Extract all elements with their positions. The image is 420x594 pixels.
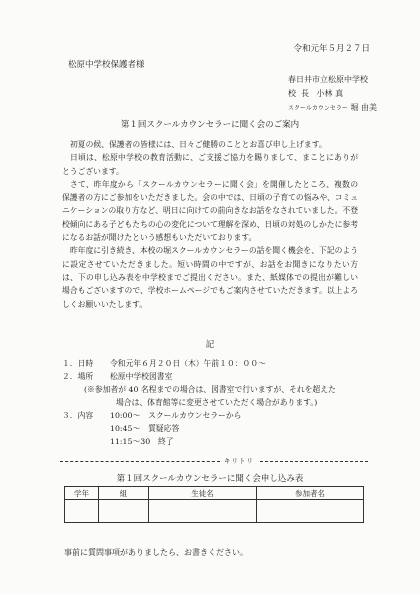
letter-body (62, 138, 358, 311)
paragraph-invitation: 昨年度に引き続き、本校の堀スクールカウンセラーの話を聞く機会を、下記のように設定させていただきました。短い時間の中ですが、お話をお聞きになりたい方は、下の申し込み表を中学校までご提出ください。また、紙媒体での提出が難しい場合もございますので、学校ホームページでもご案内させていただきます。以上よろしくお願いいたします。 (62, 246, 359, 309)
questions-note: 事前に質問事項がありましたら、お書きください。 (64, 548, 248, 557)
detail-label: １．日時 (62, 359, 94, 368)
detail-label: ２．場所 (62, 372, 94, 381)
schedule-item: 11:15～30 終了 (110, 437, 174, 446)
cut-label: キリトリ (224, 457, 254, 465)
recipient: 松原中学校保護者様 (68, 60, 145, 70)
col-participant-header: 参加者名 (257, 487, 364, 500)
cut-dash-left (60, 461, 220, 462)
col-student-header: 生徒名 (149, 487, 257, 500)
form-header-row (65, 487, 364, 500)
detail-place (62, 370, 336, 383)
cut-dash-right (260, 461, 368, 462)
detail-content (62, 409, 336, 422)
principal-name: 小林 真 (316, 89, 344, 98)
application-form-table (64, 486, 364, 523)
col-class-header: 組 (99, 487, 149, 500)
principal-title: 校長 (288, 89, 314, 98)
venue-note-line-1: (※参加者が 40 名程までの場合は、図書室で行いますが、それを超えた (84, 385, 336, 394)
cut-line (60, 455, 368, 467)
detail-label: ３．内容 (62, 411, 94, 420)
detail-value: 令和元年６月２０日（木）午前１０：００～ (110, 359, 266, 368)
counselor-line (288, 101, 377, 116)
ki-heading: 記 (205, 340, 215, 350)
form-title: 第１回スクールカウンセラーに聞く会申し込み表 (116, 474, 304, 484)
sender-school: 春日井市立松原中学校 (288, 75, 368, 84)
principal-line (288, 87, 377, 101)
schedule-item: 10:45～ 質疑応答 (110, 424, 180, 433)
student-name-cell[interactable] (149, 500, 257, 523)
paragraph-greeting: 初夏の候、保護者の皆様には、日々ご健勝のこととお喜び申し上げます。 (70, 140, 327, 149)
grade-cell[interactable] (65, 500, 99, 523)
venue-note-line-2: 場合は、体育館等に変更させていただく場合があります。) (116, 398, 318, 407)
event-details (62, 357, 336, 448)
detail-datetime (62, 357, 336, 370)
paragraph-background: さて、昨年度から「スクールカウンセラーに聞く会」を開催したところ、複数の保護者の方にご参加をいただきました。会の中では、日頃の子育ての悩みや、コミュニケーションの取り方など、明日に向けての前向きなお話をなされていました。不登校傾向にある子どもたちの心の変化について理解を深め、日頃の対処のしかたに参考になるお話が聞けたという感想もいただいております。 (62, 179, 358, 243)
paragraph-thanks: 日頃は、松原中学校の教育活動に、ご支援ご協力を賜りまして、まことにありがとうございます。 (62, 153, 358, 176)
sender-block (288, 73, 377, 116)
counselor-title: スクールカウンセラー (288, 105, 348, 112)
document-date: 令和元年５月２７日 (293, 44, 370, 54)
col-grade-header: 学年 (65, 487, 99, 500)
class-cell[interactable] (99, 500, 149, 523)
detail-value: 松原中学校図書室 (110, 372, 173, 381)
schedule-item: 10:00～ スクールカウンセラーから (110, 411, 242, 420)
counselor-name: 堀 由美 (350, 103, 377, 112)
document-title: 第１回スクールカウンセラーに聞く会のご案内 (120, 120, 300, 130)
participant-name-cell[interactable] (257, 500, 364, 523)
form-entry-row (65, 500, 364, 523)
